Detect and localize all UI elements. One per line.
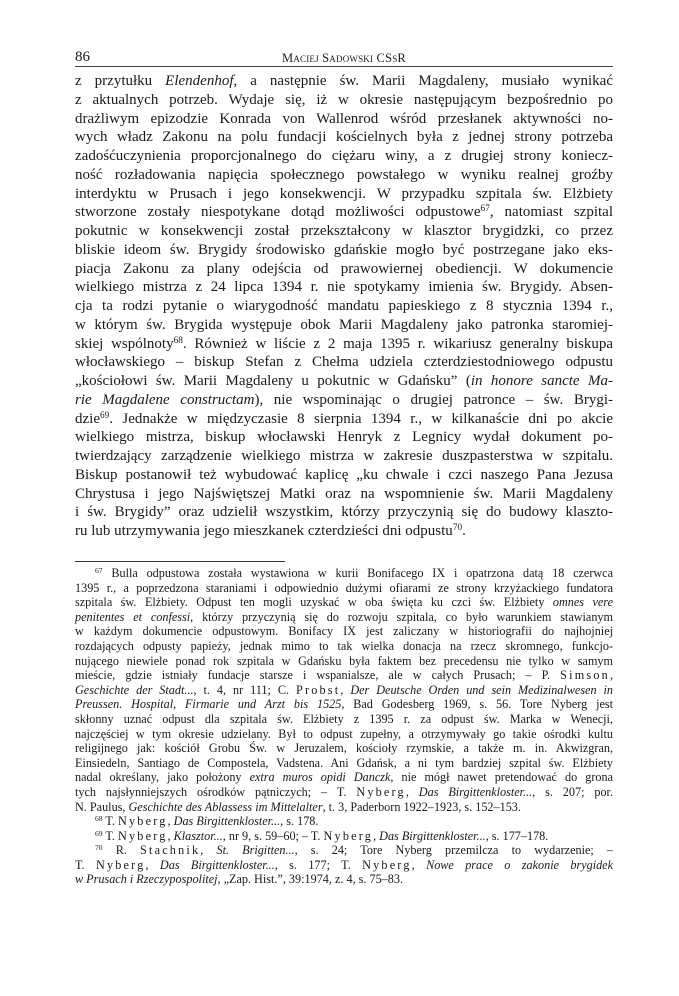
footnote-marker: 68 (173, 335, 183, 346)
footnote-line (75, 800, 613, 815)
text-run: , Bad Godesberg 1969, s. 56. Tore Nyberg jest (341, 697, 613, 712)
footnote-line (75, 610, 613, 625)
text-run: , nr 9, s. 59–60; – T. (222, 828, 324, 843)
italic-text: Das Birgittenkloster... (379, 828, 486, 843)
text-run: wielkiego mistrza z 24 lipca 1394 r. nie spotykamy imienia św. Brygidy. Absen- (75, 279, 613, 296)
text-run: , a następnie św. Marii Magdaleny, musiało wynikać (233, 73, 613, 89)
footnote-marker: 68 (95, 813, 103, 823)
text-run: rozdających odpusty papieży, jednak mimo to tak wielka donacja na rzecz skromnego, funkcjo- (75, 638, 613, 653)
italic-text: extra muros opidi Danczk (249, 770, 391, 785)
text-run: , (411, 857, 427, 872)
body-line (75, 72, 613, 91)
text-run: , t. 3, Paderborn 1922–1923, s. 152–153. (322, 799, 521, 814)
text-run: najczęściej w tym okresie udzielany. Był to odpust zupełny, a otrzymywały go takie ośrodki kultu (75, 726, 613, 741)
text-run: ru lub utrzymywania jego mieszkanek czterdzieści dni odpustu (75, 523, 453, 539)
footnote-line (75, 814, 613, 829)
footnote-line (75, 829, 613, 844)
footnote-line (75, 566, 613, 581)
text-run: , s. 207; por. (532, 784, 613, 799)
body-line (75, 353, 613, 372)
body-line (75, 335, 613, 354)
text-run: , s. 177; T. (274, 857, 363, 872)
spaced-author-name: Nyberg (118, 814, 168, 829)
text-run: włocławskiego – biskup Stefan z Chełma udziela czterdziestodniowego odpustu (75, 354, 613, 371)
italic-text: Geschichte der Stadt... (75, 682, 194, 697)
footnote-line (75, 858, 613, 873)
text-run: zadośćuczynienia proporcjonalnego do ciężaru winy, a z drugiej strony koniecz- (75, 148, 613, 164)
body-line (75, 128, 613, 147)
page-header (75, 48, 613, 66)
text-run: . (462, 523, 466, 539)
text-run: T. (102, 828, 119, 843)
text-run: , (200, 843, 217, 858)
text-run: wych władz Zakonu na polu fundacji kościelnych była z jednej strony potrzeba (75, 129, 613, 146)
footnote-marker: 70 (452, 522, 463, 533)
text-run: , (145, 857, 160, 872)
text-run: , s. 178. (280, 814, 319, 829)
text-run: z przytułku (75, 73, 166, 89)
footnote-marker: 67 (95, 565, 103, 575)
text-run: T. (102, 814, 119, 829)
text-run: , (405, 784, 419, 799)
footnote-line (75, 595, 613, 610)
text-run: dzie (75, 410, 100, 427)
italic-text: rie Magdalene constructam (75, 391, 255, 408)
footnote-line (75, 756, 613, 771)
body-line (75, 466, 613, 485)
footnote-marker: 70 (95, 843, 103, 853)
page-number: 86 (75, 49, 90, 65)
body-line (75, 503, 613, 522)
footnote-line (75, 624, 613, 639)
body-line (75, 522, 613, 541)
text-run: Bulla odpustowa została wystawiona w kurii Bonifacego IX i opatrzona datą 18 czerwca (102, 566, 613, 580)
footnote-line (75, 727, 613, 742)
body-line (75, 485, 613, 504)
italic-text: Das Birgittenkloster... (418, 784, 533, 799)
spaced-author-name: Nyberg (323, 828, 374, 843)
text-run: pokutnic w konsekwencji został przekształcony w klasztor brygidzki, co przez (75, 223, 613, 239)
italic-text: Klasztor... (173, 828, 223, 843)
footnote-line (75, 741, 613, 756)
text-run: , którzy przyczynią się do rozwoju szpitala, co było warunkiem stawianym (190, 609, 613, 624)
text-run: . Również w liście z 2 maja 1395 r. wikariusz generalny biskupa (182, 335, 613, 352)
spaced-author-name: Probst (295, 682, 341, 697)
text-run: stworzone zostały niespotykane dotąd możliwości odpustowe (75, 204, 481, 221)
text-run: cja ta rodzi pytanie o wiarygodność mandatu papieskiego z 8 stycznia 1394 r., (75, 298, 613, 314)
text-run: w każdym dokumencie odpustowym. Bonifacy IX jest zaliczany w historiografii do najhojniej (75, 624, 613, 639)
body-line (75, 297, 613, 316)
text-run: Chrystusa i jego Najświętszej Matki oraz na wspomnienie św. Marii Magdaleny (75, 485, 613, 502)
text-run: R. (102, 843, 141, 858)
footnote-separator (75, 561, 285, 562)
footnotes (75, 566, 613, 887)
running-title: Maciej Sadowski CSsR (282, 51, 406, 65)
text-run: drażliwym epizodzie Konrada von Wallenrod wśród przesłanek aktywności no- (75, 110, 613, 127)
text-run: twierdzający zarządzenie wielkiego mistrza w zakresie duszpasterstwa w szpitalu. (75, 448, 613, 464)
italic-text: Das Birgittenkloster... (173, 814, 281, 829)
italic-text: Das Birgittenkloster... (159, 857, 275, 872)
text-run: z aktualnych potrzeb. Wydaje się, iż w okresie następującym bezpośrednio po (75, 91, 613, 108)
text-run: i św. Brygidy” oraz udzielił wszystkim, którzy przyczynią się do budowy klaszto- (75, 504, 613, 521)
italic-text: in honore sancte Ma- (470, 373, 613, 389)
footnote-line (75, 639, 613, 654)
text-run: piacja Zakonu za plany odejścia od prawowiernej obediencji. W dokumencie (75, 260, 613, 277)
text-run: mieście, gdzie istniały fundacje starsze i wspanialsze, ale w całych Prusach; – P. (75, 668, 561, 683)
text-run: 1395 r., a poprzedzona staraniami i odpowiednio dużymi ofiarami ze strony krzyżackiego fundatora (75, 580, 613, 595)
text-run: Einsiedeln, Santiago de Compostela, Vadstena. Ani Gdańsk, a ni tym bardziej szpital św. Elżbiety (75, 755, 613, 770)
text-run: religijnego jak: kościół Grobu Św. w Jeruzalem, kościoły rzymskie, a także m. in. Akwizgran, (75, 741, 613, 756)
spaced-author-name: Nyberg (118, 828, 168, 843)
footnote-line (75, 581, 613, 596)
italic-text: Der Deutsche Orden und sein Medizinalwesen in (350, 682, 613, 697)
main-text (75, 72, 613, 541)
body-line (75, 147, 613, 166)
body-line (75, 447, 613, 466)
text-run: , t. 4, nr 111; C. (193, 682, 296, 697)
text-run: tych najsłynniejszych ośrodków pątniczych; – T. (75, 784, 357, 799)
text-run: ), nie wspominając o drugiej patronce – św. Brygi- (254, 391, 613, 408)
footnote-line (75, 785, 613, 800)
spaced-author-name: Simson (560, 668, 610, 683)
body-line (75, 110, 613, 129)
text-run: Biskup postanowił też wybudować kaplicę „ku chwale i czci naszego Pana Jezusa (75, 466, 613, 483)
text-run: wielkiego mistrza, biskup włocławski Henryk z Legnicy wydał dokument po- (75, 429, 613, 446)
body-line (75, 391, 613, 410)
footnote-line (75, 654, 613, 669)
text-run: szpitala św. Elżbiety. Odpust ten mogli uzyskać w oba święta ku czci św. Elżbiety (75, 595, 553, 610)
body-line (75, 372, 613, 391)
italic-text: Preussen. Hospital, Firmarie und Arzt bis 1525 (75, 697, 342, 712)
text-run: , nie mógł nawet pretendować do grona (390, 770, 613, 785)
text-run: „kościołowi św. Marii Magdaleny u pokutnic w Gdańsku” ( (75, 373, 471, 389)
spaced-author-name: Stachnik (140, 843, 201, 858)
italic-text: w Prusach i Rzeczypospolitej (75, 872, 218, 887)
italic-text: Nowe prace o zakonie brygidek (426, 857, 614, 872)
body-line (75, 222, 613, 241)
body-line (75, 166, 613, 185)
text-run: , s. 177–178. (485, 828, 549, 843)
text-run: , „Zap. Hist.”, 39:1974, z. 4, s. 75–83. (217, 872, 404, 887)
body-line (75, 203, 613, 222)
italic-text: St. Brigitten... (216, 843, 295, 858)
text-run: , (609, 668, 613, 683)
text-run: T. (75, 857, 96, 872)
footnote-marker: 69 (99, 410, 110, 421)
footnote-line (75, 712, 613, 727)
footnote-line (75, 683, 613, 698)
body-line (75, 241, 613, 260)
text-run: skłonny uznać odpust dla szpitala św. Elżbiety z 1395 r. za odpust św. Marka w Wenecji, (75, 711, 613, 726)
italic-text: Elendenhof (165, 73, 234, 89)
text-run: ność rozładowania napięcia społecznego powstałego w wyniku realnej groźby (75, 166, 613, 183)
italic-text: penitentes et confessi (75, 609, 191, 624)
body-line (75, 428, 613, 447)
spaced-author-name: Nyberg (362, 857, 412, 872)
body-line (75, 278, 613, 297)
footnote-marker: 67 (480, 204, 490, 215)
text-run: , (167, 814, 174, 829)
footnote-line (75, 770, 613, 785)
body-line (75, 91, 613, 110)
footnote-line (75, 668, 613, 683)
header-rule (75, 66, 613, 67)
text-run: , (167, 828, 174, 843)
body-line (75, 316, 613, 335)
italic-text: Geschichte des Ablassess im Mittelalter (128, 799, 323, 814)
text-run: interdyktu w Prusach i jego konsekwencji. W przypadku szpitala św. Elżbiety (75, 185, 613, 202)
spaced-author-name: Nyberg (356, 784, 406, 799)
text-run: bliskie ideom św. Brygidy środowisko gdańskie mogło być postrzegane jako eks- (75, 241, 613, 258)
footnote-line (75, 872, 613, 887)
text-run: . Jednakże w międzyczasie 8 sierpnia 1394 r., w kilkanaście dni po akcie (109, 410, 613, 427)
italic-text: omnes vere (552, 595, 613, 610)
text-run: w którym św. Brygida występuje obok Marii Magdaleny jako patronka staromiej- (75, 316, 613, 333)
text-run: , natomiast szpital (489, 204, 613, 221)
text-run: , (373, 828, 380, 843)
body-line (75, 260, 613, 279)
footnote-line (75, 843, 613, 858)
text-run: nadal określany, jako położony (75, 770, 250, 785)
text-run: skiej wspólnoty (75, 335, 174, 352)
footnote-marker: 69 (95, 828, 103, 838)
body-line (75, 185, 613, 204)
body-line (75, 410, 613, 429)
text-run: N. Paulus, (75, 799, 129, 814)
spaced-author-name: Nyberg (95, 857, 146, 872)
text-run: nującego niewiele ponad rok szpitala w Gdańsku była faktem bez precedensu nie tylko w samym (75, 653, 613, 668)
footnote-line (75, 697, 613, 712)
text-run: , (340, 682, 351, 697)
text-run: , s. 24; Tore Nyberg przemilcza to wydarzenie; – (294, 843, 613, 858)
